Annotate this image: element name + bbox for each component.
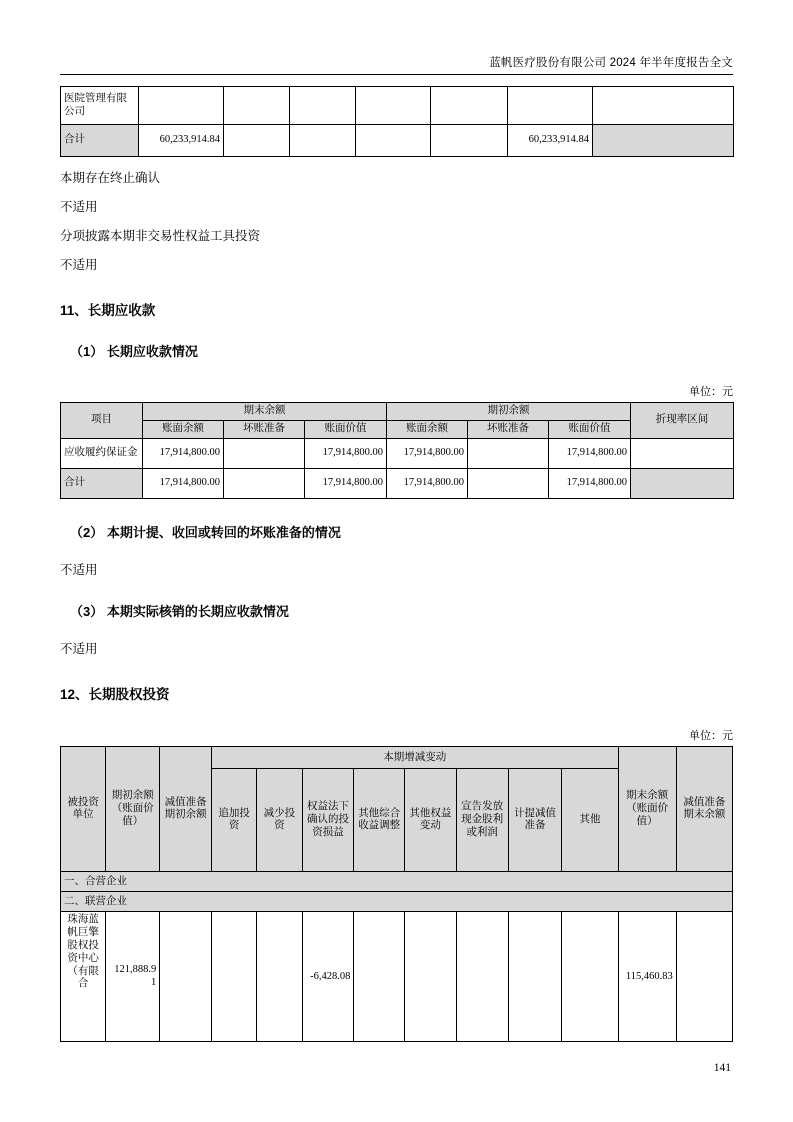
cell-value: [431, 87, 508, 125]
long-term-receivables-table: [60, 402, 734, 499]
cell-value: [593, 125, 734, 157]
cell-investee-name: 珠海蓝帆巨擎股权投资中心（有限合: [61, 912, 106, 1042]
cell-item-label: 应收履约保证金: [61, 438, 143, 468]
header-impairment-provision: 计提减值准备: [508, 769, 562, 872]
header-bad-debt-end: 坏账准备: [224, 421, 305, 439]
subsection-heading-11-3: （3） 本期实际核销的长期应收款情况: [70, 604, 289, 620]
cell-value: 17,914,800.00: [143, 438, 224, 468]
cell-company-name: 医院管理有限公司: [61, 87, 139, 125]
group-label-joint-ventures: 一、合营企业: [61, 872, 733, 892]
cell-value: 121,888.91: [106, 912, 160, 1042]
header-book-value-end: 账面价值: [305, 421, 387, 439]
group-label-associates: 二、联营企业: [61, 892, 733, 912]
header-ending-balance: 期末余额: [143, 403, 387, 421]
header-book-value-begin: 账面价值: [549, 421, 631, 439]
cell-value: [508, 87, 593, 125]
cell-value: 17,914,800.00: [549, 468, 631, 498]
cell-value: [468, 468, 549, 498]
cell-value: 17,914,800.00: [549, 438, 631, 468]
cell-value: [631, 468, 734, 498]
header-other-comprehensive-income: 其他综合收益调整: [354, 769, 405, 872]
table-row: [61, 912, 733, 1042]
cell-value: 60,233,914.84: [508, 125, 593, 157]
table-row-total: [61, 468, 734, 498]
header-investee-unit: 被投资单位: [61, 747, 106, 872]
cell-value: -6,428.08: [302, 912, 354, 1042]
header-item: 项目: [61, 403, 143, 439]
section-heading-11: 11、长期应收款: [60, 303, 156, 318]
cell-value: [211, 912, 256, 1042]
cell-value: [224, 438, 305, 468]
cell-value: [160, 912, 212, 1042]
note-line-3: 分项披露本期非交易性权益工具投资: [60, 229, 261, 243]
cell-value: [562, 912, 618, 1042]
table-header-row-group: [61, 403, 734, 421]
cell-value: [290, 125, 356, 157]
subsection-11-3-body: 不适用: [60, 642, 98, 657]
cell-value: 17,914,800.00: [387, 438, 468, 468]
table-row: [61, 87, 734, 125]
table-group-row: [61, 872, 733, 892]
header-other-equity-changes: 其他权益变动: [405, 769, 457, 872]
cell-value: [257, 912, 302, 1042]
cell-value: [224, 468, 305, 498]
cell-value: [468, 438, 549, 468]
cell-value: [456, 912, 508, 1042]
note-line-1: 本期存在终止确认: [60, 171, 161, 185]
cell-total-label: 合计: [61, 125, 139, 157]
cell-value: [676, 912, 732, 1042]
running-header: 蓝帆医疗股份有限公司 2024 年半年度报告全文: [60, 56, 733, 75]
cell-value: [631, 438, 734, 468]
header-discount-rate-range: 折现率区间: [631, 403, 734, 439]
header-book-balance-end: 账面余额: [143, 421, 224, 439]
page-content: [60, 86, 733, 1042]
cell-value: [224, 125, 290, 157]
unit-label-table-2: 单位：元: [689, 386, 733, 399]
cell-value: [224, 87, 290, 125]
header-beginning-balance: 期初余额（账面价值）: [106, 747, 160, 872]
continued-investment-table: [60, 86, 734, 157]
header-book-balance-begin: 账面余额: [387, 421, 468, 439]
table-row-total: [61, 125, 734, 157]
cell-value: [431, 125, 508, 157]
unit-label-table-3: 单位：元: [689, 730, 733, 743]
cell-value: 17,914,800.00: [305, 468, 387, 498]
cell-value: [356, 125, 431, 157]
cell-value: 17,914,800.00: [143, 468, 224, 498]
header-ending-balance: 期末余额（账面价值）: [618, 747, 676, 872]
cell-value: [593, 87, 734, 125]
section-heading-12: 12、长期股权投资: [60, 687, 170, 703]
subsection-heading-11-1: （1） 长期应收款情况: [70, 343, 198, 359]
cell-value: [508, 912, 562, 1042]
header-beginning-balance: 期初余额: [387, 403, 631, 421]
header-current-period-change: 本期增减变动: [211, 747, 618, 769]
cell-value: [290, 87, 356, 125]
cell-value: [405, 912, 457, 1042]
header-reduced-investment: 减少投资: [257, 769, 302, 872]
header-impairment-beginning: 减值准备期初余额: [160, 747, 212, 872]
header-bad-debt-begin: 坏账准备: [468, 421, 549, 439]
header-additional-investment: 追加投资: [211, 769, 256, 872]
header-other: 其他: [562, 769, 618, 872]
note-line-4: 不适用: [60, 258, 98, 272]
cell-value: 17,914,800.00: [305, 438, 387, 468]
long-term-equity-investment-table: [60, 746, 733, 1042]
table-header-row-group: [61, 747, 733, 769]
header-declared-dividends: 宣告发放现金股利或利润: [456, 769, 508, 872]
subsection-11-2-body: 不适用: [60, 563, 98, 578]
cell-value: 17,914,800.00: [387, 468, 468, 498]
cell-value: [139, 87, 224, 125]
header-impairment-ending: 减值准备期末余额: [676, 747, 732, 872]
header-equity-method-gains: 权益法下确认的投资损益: [302, 769, 354, 872]
cell-total-label: 合计: [61, 468, 143, 498]
page-number: 141: [713, 1062, 731, 1074]
table-group-row: [61, 892, 733, 912]
cell-value: [354, 912, 405, 1042]
cell-value: 115,460.83: [618, 912, 676, 1042]
subsection-heading-11-2: （2） 本期计提、收回或转回的坏账准备的情况: [70, 524, 341, 540]
cell-value: 60,233,914.84: [139, 125, 224, 157]
cell-value: [356, 87, 431, 125]
table-row: [61, 438, 734, 468]
note-line-2: 不适用: [60, 200, 98, 214]
